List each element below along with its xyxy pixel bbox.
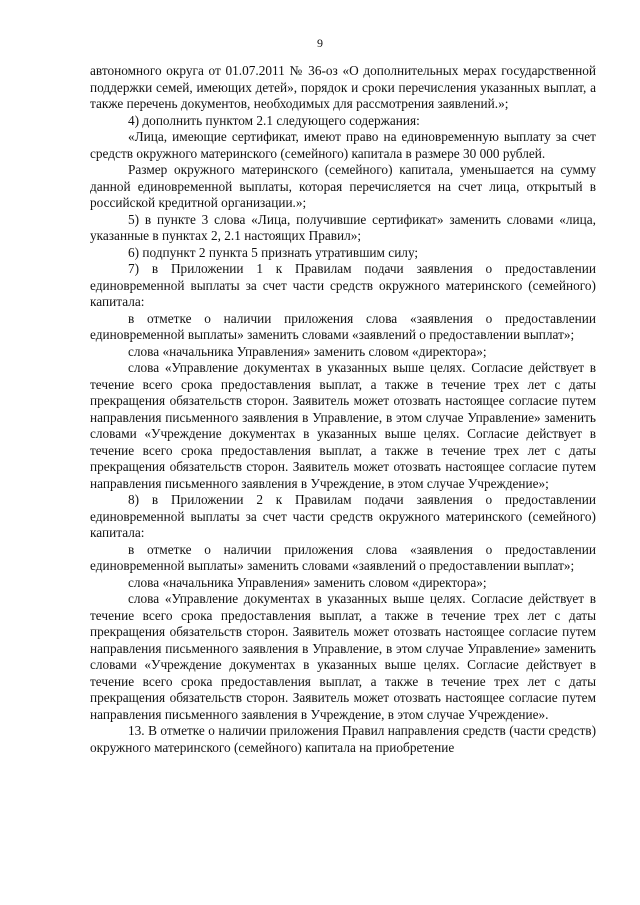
paragraph: 5) в пункте 3 слова «Лица, получившие сертификат» заменить словами «лица, указанные в пунктах 2, 2.1 настоящих Правил»; [90, 211, 596, 243]
paragraph: 6) подпункт 2 пункта 5 признать утратившим силу; [128, 244, 419, 260]
paragraph: в отметке о наличии приложения слова «заявления о предоставлении единовременной выплаты» заменить словами «заявлений о предоставлении выплат»; [90, 310, 596, 342]
paragraph: слова «начальника Управления» заменить словом «директора»; [128, 574, 487, 590]
paragraph: 8) в Приложении 2 к Правилам подачи заявления о предоставлении единовременной выплаты за счет части средств окружного материнского (семейного) капитала: [90, 492, 596, 540]
paragraph: в отметке о наличии приложения слова «заявления о предоставлении единовременной выплаты» заменить словами «заявлений о предоставлении выплат»; [90, 541, 596, 573]
paragraph: 7) в Приложении 1 к Правилам подачи заявления о предоставлении единовременной выплаты за счет части средств окружного материнского (семейного) капитала: [90, 261, 596, 309]
paragraph: «Лица, имеющие сертификат, имеют право на единовременную выплату за счет средств окружного материнского (семейного) капитала в размере 30 000 рублей. [90, 129, 596, 161]
paragraph: слова «начальника Управления» заменить словом «директора»; [128, 343, 487, 359]
document-body [90, 63, 596, 756]
paragraph: 4) дополнить пунктом 2.1 следующего содержания: [128, 112, 420, 128]
paragraph: слова «Управление документах в указанных выше целях. Согласие действует в течение всего срока предоставления выплат, а также в течение трех лет с даты прекращения обязательств сторон. Заявитель может отозвать настоящее согласие путем направления письменного заявления в Управление, в этом случае Управление» заменить словами «Учреждение документах в указанных выше целях. Согласие действует в течение всего срока предоставления выплат, а также в течение трех лет с даты прекращения обязательств сторон. Заявитель может отозвать настоящее согласие путем направления письменного заявления в Учреждение, в этом случае Учреждение». [90, 591, 596, 722]
paragraph: слова «Управление документах в указанных выше целях. Согласие действует в течение всего срока предоставления выплат, а также в течение трех лет с даты прекращения обязательств сторон. Заявитель может отозвать настоящее согласие путем направления письменного заявления в Управление, в этом случае Управление» заменить словами «Учреждение документах в указанных выше целях. Согласие действует в течение всего срока предоставления выплат, а также в течение трех лет с даты прекращения обязательств сторон. Заявитель может отозвать настоящее согласие путем направления письменного заявления в Учреждение, в этом случае Учреждение»; [90, 360, 596, 491]
page-number: 9 [317, 36, 323, 50]
paragraph: автономного округа от 01.07.2011 № 36-оз «О дополнительных мерах государственной поддержки семей, имеющих детей», порядок и сроки перечисления указанных выплат, а также перечень документов, необходимых для рассмотрения заявлений.»; [90, 63, 596, 111]
paragraph: Размер окружного материнского (семейного) капитала, уменьшается на сумму данной единовременной выплаты, которая перечисляется на счет лица, открытый в российской кредитной организации.»; [90, 162, 596, 210]
paragraph: 13. В отметке о наличии приложения Правил направления средств (части средств) окружного материнского (семейного) капитала на приобретение [90, 723, 596, 755]
